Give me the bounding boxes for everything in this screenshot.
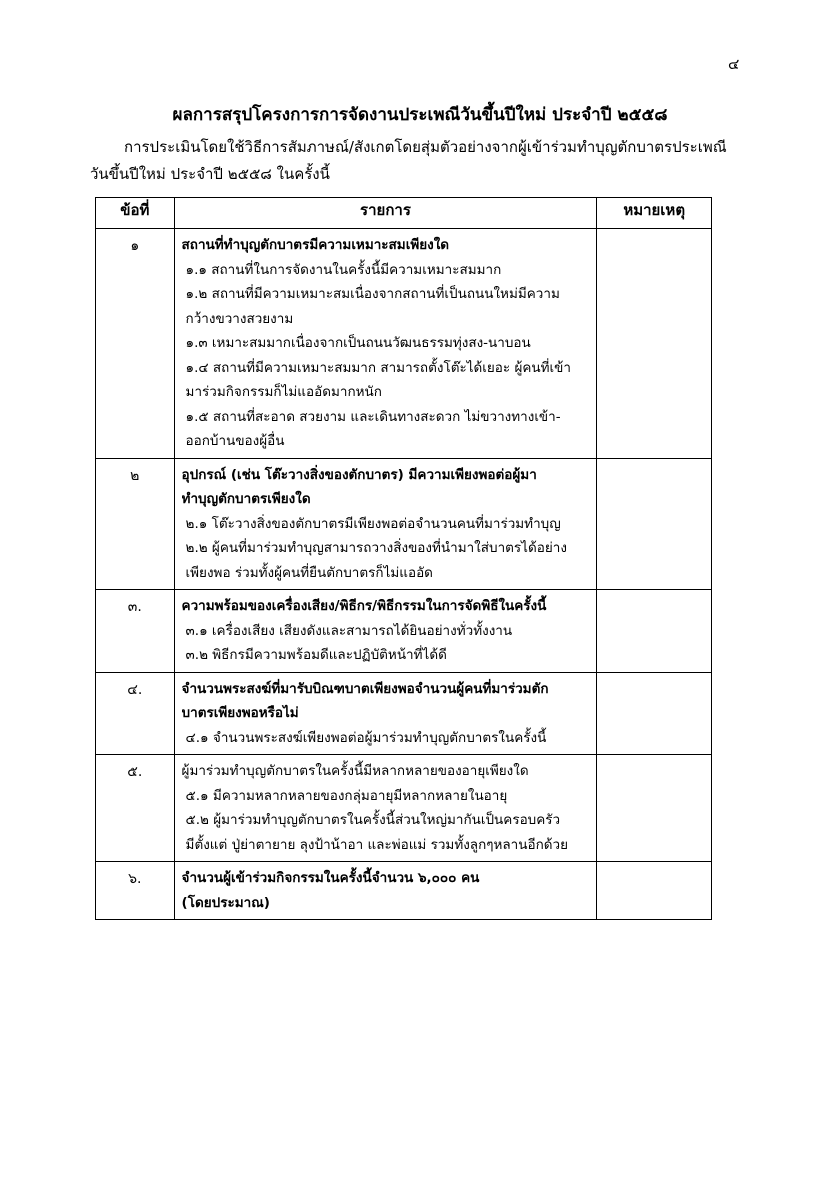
item-detail-line: ๔.๑ จำนวนพระสงฆ์เพียงพอต่อผู้มาร่วมทำบุญตักบาตรในครั้งนี้ — [185, 729, 547, 746]
item-description — [174, 672, 597, 755]
item-heading-line: ทำบุญตักบาตรเพียงใด — [181, 491, 311, 507]
item-note — [597, 229, 712, 459]
item-description — [174, 590, 597, 673]
item-note — [597, 755, 712, 862]
item-number: ๖. — [96, 862, 175, 920]
item-note — [597, 862, 712, 920]
item-description — [174, 229, 597, 459]
item-detail-line: มีตั้งแต่ ปู่ย่าตายาย ลุงป้าน้าอา และพ่อแม่ รวมทั้งลูกๆหลานอีกด้วย — [185, 836, 569, 853]
intro-line-1: การประเมินโดยใช้วิธีการสัมภาษณ์/สังเกตโดยสุ่มตัวอย่างจากผู้เข้าร่วมทำบุญตักบาตรประเพณี — [124, 138, 727, 156]
item-heading-line: จำนวนพระสงฆ์ที่มารับบิณฑบาตเพียงพอจำนวนผู้คนที่มาร่วมตัก — [181, 680, 549, 697]
header-note: หมายเหตุ — [597, 198, 712, 229]
header-item-no: ข้อที่ — [96, 198, 175, 229]
table-row — [96, 755, 712, 862]
item-description — [174, 862, 597, 920]
table-row — [96, 672, 712, 755]
item-heading-line: สถานที่ทำบุญตักบาตรมีความเหมาะสมเพียงใด — [181, 237, 450, 253]
intro-line-2: วันขึ้นปีใหม่ ประจำปี ๒๕๕๘ ในครั้งนี้ — [90, 165, 330, 183]
item-detail-line: ๕.๒ ผู้มาร่วมทำบุญตักบาตรในครั้งนี้ส่วนใหญ่มากันเป็นครอบครัว — [185, 812, 561, 828]
item-detail-line: ผู้มาร่วมทำบุญตักบาตรในครั้งนี้มีหลากหลายของอายุเพียงใด — [181, 763, 529, 779]
item-detail-line: ๑.๓ เหมาะสมมากเนื่องจากเป็นถนนวัฒนธรรมทุ่งสง-นาบอน — [185, 335, 531, 351]
item-detail-line: มาร่วมกิจกรรมก็ไม่แออัดมากหนัก — [185, 384, 382, 400]
item-heading-line: (โดยประมาณ) — [181, 894, 270, 911]
item-heading-line: อุปกรณ์ (เช่น โต๊ะวางสิ่งของตักบาตร) มีความเพียงพอต่อผู้มา — [181, 466, 537, 483]
item-detail-line: ๒.๑ โต๊ะวางสิ่งของตักบาตรมีเพียงพอต่อจำนวนคนที่มาร่วมทำบุญ — [185, 515, 561, 532]
item-heading-line: จำนวนผู้เข้าร่วมกิจกรรมในครั้งนี้จำนวน ๖,๐๐๐ คน — [181, 870, 480, 886]
item-detail-line: ๑.๑ สถานที่ในการจัดงานในครั้งนี้มีความเหมาะสมมาก — [185, 261, 502, 278]
item-heading-line: ความพร้อมของเครื่องเสียง/พิธีกร/พิธีกรรมในการจัดพิธีในครั้งนี้ — [181, 598, 547, 614]
item-number: ๕. — [96, 755, 175, 862]
item-detail-line: ๒.๒ ผู้คนที่มาร่วมทำบุญสามารถวางสิ่งของที่นำมาใส่บาตรได้อย่าง — [185, 540, 567, 556]
item-description — [174, 458, 597, 590]
evaluation-table — [95, 197, 712, 920]
table-row — [96, 229, 712, 459]
table-row — [96, 458, 712, 590]
item-note — [597, 458, 712, 590]
table-header-row — [96, 198, 712, 229]
item-number: ๔. — [96, 672, 175, 755]
item-detail-line: ๕.๑ มีความหลากหลายของกลุ่มอายุมีหลากหลายในอายุ — [185, 787, 508, 804]
item-detail-line: เพียงพอ ร่วมทั้งผู้คนที่ยืนตักบาตรก็ไม่แออัด — [185, 564, 433, 581]
item-detail-line: กว้างขวางสวยงาม — [185, 310, 294, 327]
item-heading-line: บาตรเพียงพอหรือไม่ — [181, 705, 299, 721]
item-description — [174, 755, 597, 862]
table-row — [96, 590, 712, 673]
document-title: ผลการสรุปโครงการการจัดงานประเพณีวันขึ้นปีใหม่ ประจำปี ๒๕๕๘ — [172, 105, 668, 125]
item-detail-line: ๓.๑ เครื่องเสียง เสียงดังและสามารถได้ยินอย่างทั่วทั้งงาน — [185, 622, 513, 639]
item-detail-line: ๑.๒ สถานที่มีความเหมาะสมเนื่องจากสถานที่เป็นถนนใหม่มีความ — [185, 286, 560, 302]
item-detail-line: ๓.๒ พิธีกรมีความพร้อมดีและปฏิบัติหน้าที่ได้ดี — [185, 647, 447, 663]
table-row — [96, 862, 712, 920]
header-item: รายการ — [174, 198, 597, 229]
item-number: ๑ — [96, 229, 175, 459]
page-number: ๔ — [728, 55, 740, 73]
item-detail-line: ออกบ้านของผู้อื่น — [185, 433, 285, 449]
item-number: ๒ — [96, 458, 175, 590]
item-note — [597, 672, 712, 755]
item-number: ๓. — [96, 590, 175, 673]
item-detail-line: ๑.๕ สถานที่สะอาด สวยงาม และเดินทางสะดวก ไม่ขวางทางเข้า- — [185, 408, 561, 425]
item-detail-line: ๑.๔ สถานที่มีความเหมาะสมมาก สามารถตั้งโต๊ะได้เยอะ ผู้คนที่เข้า — [185, 359, 571, 376]
item-note — [597, 590, 712, 673]
